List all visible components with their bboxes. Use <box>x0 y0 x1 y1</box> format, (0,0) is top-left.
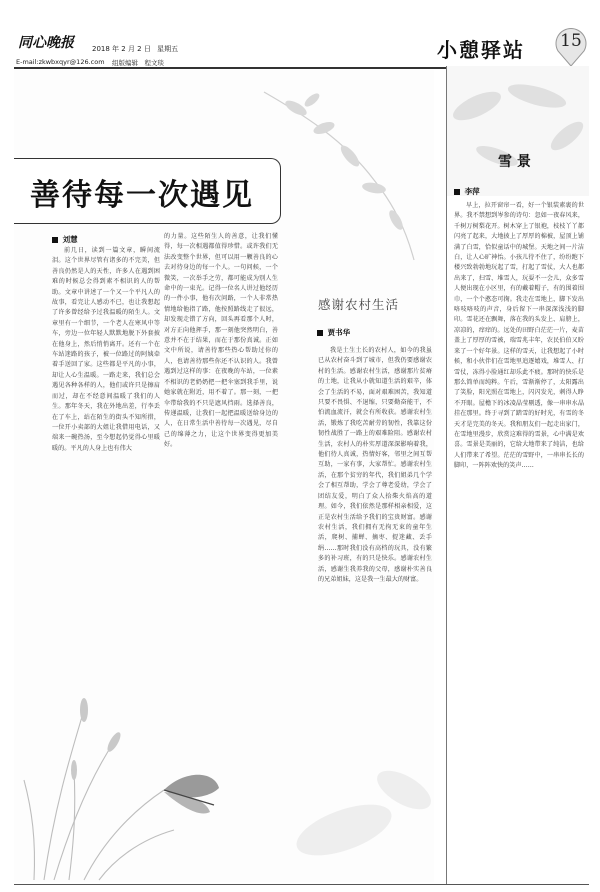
farmer-article-author-name: 贾书华 <box>327 328 351 337</box>
snow-article-title: 雪 景 <box>498 154 531 170</box>
farmer-article-author <box>317 327 350 338</box>
paper-logo <box>18 32 78 52</box>
snow-header-background <box>447 66 589 196</box>
snow-article-author <box>454 186 480 197</box>
main-article-title: 善待每一次遇见 <box>30 178 254 213</box>
section-title: 小憩驿站 <box>437 38 525 62</box>
svg-text:同心晚报: 同心晚报 <box>18 35 74 51</box>
issue-date-text: 2018 年 2 月 2 日 <box>92 45 151 53</box>
snow-article-author-name: 李萍 <box>464 187 480 196</box>
issue-date <box>92 44 178 54</box>
snow-article-body: 早上，拉开窗帘一看，好一个银装素裹的世界。我不禁想到岑参的诗句：忽如一夜春风来，千树万树梨花开。树木穿上了银袍，枝枝丫丫都闪亮了起来，大地披上了厚厚的棉被，屋顶上铺满了白雪，恰似童话中的城堡。天地之间一片洁白，让人心旷神怡。小孩儿待不住了，纷纷跑下楼兴致勃勃地玩起了雪，打起了雪仗，大人也都出来了，扫雪、堆雪人，玩耍不一会儿，众多雪人便出现在小区里，有的戴着帽子，有的围着围巾，一个个憨态可掬。我走在雪地上，脚下发出咯吱咯吱的声音，身后留下一串深深浅浅的脚印。雪花还在飘舞，落在我的头发上、肩膀上，凉凉的，痒痒的。远处的田野白茫茫一片，麦苗盖上了厚厚的雪被，瑞雪兆丰年，农民伯伯又盼来了一个好年景。这样的雪天，让我想起了小时候，和小伙伴们在雪地里追逐嬉戏，堆雪人、打雪仗，冻得小脸通红却乐此不疲。那时的快乐是那么简单而纯粹。午后，雪渐渐停了，太阳露出了笑脸，阳光照在雪地上，闪闪发光，刺得人睁不开眼。屋檐下的冰凌晶莹剔透，像一串串水晶挂在那里。终于寻到了踏雪的好时光，有雪的冬天才是完美的冬天。我和朋友们一起走出家门，在雪地里漫步，欣赏这难得的雪景，心中满是欢喜。雪景是美丽的，它给大地带来了纯洁，也给人们带来了希望。茫茫的雪野中，一串串长长的脚印，一阵阵欢快的笑声…… <box>454 202 584 470</box>
farmer-article-title: 感谢农村生活 <box>318 297 400 312</box>
issue-weekday: 星期五 <box>157 45 179 53</box>
footer-rule <box>14 884 589 885</box>
page-number-badge <box>554 27 588 67</box>
main-article-author <box>52 234 78 245</box>
farmer-article-body: 我是土生土长的农村人，如今的我虽已从农村奋斗到了城市，但我仍要感谢农村的生活。感谢农村生活，感谢那片贫瘠的土地，让我从小就知道生活的艰辛，体会了生活的不易，面对艰难困苦，我知道只要不畏惧、不退缩，只要勤奋能干，不怕流血流汗，就会有所收获。感谢农村生活，锻炼了我吃苦耐劳的韧性，我靠这份韧性战胜了一路上的艰难险阻。感谢农村生活，农村人的朴实厚道深深影响着我，他们待人真诚，热情好客，邻里之间互帮互助，一家有事，大家帮忙。感谢农村生活，在那个贫穷的年代，我们姐弟几个学会了相互帮助，学会了尊老爱幼，学会了团结友爱，明白了众人拾柴火焰高的道理。如今，我们依然是那样相亲相爱，这正是农村生活给予我们的宝贵财富。感谢农村生活，我们拥有无拘无束的童年生活，爬树、捕蝉、摘枣、捉迷藏、丢手绢……那时我们没有高档的玩具，没有繁多的补习班，有的只是快乐。感谢农村生活，感谢生我养我的父母，感谢朴实善良的兄弟姐妹，这是我一生最大的财富。 <box>318 347 432 583</box>
main-article-col1: 前几日，读到一篇文章，瞬间流泪。这个世界尽管有诸多的不完美，但善良仍然是人的天性，许多人在遇到困难的时候总会得到素不相识的人的帮助。文章中讲述了一个又一个平凡人的故事，看完让人感动不已，也让我想起了许多曾经给予过我温暖的陌生人。文章里有一个细节，一个老人在寒风中等车，旁边一位年轻人默默地脱下外套披在他身上，然后悄悄离开。还有一个在车站迷路的孩子，被一位路过的阿姨牵着手送回了家。这些都是平凡的小事，却让人心生温暖。一路走来，我们总会遇见各种各样的人，他们或许只是擦肩而过，却在不经意间温暖了我们的人生。那年冬天，我在外地出差，行李丢在了车上，站在陌生的街头不知所措，一位开小卖部的大姐让我借用电话，又端来一碗热汤，至今想起仍觉得心里暖暖的。平凡的人身上也有伟大 <box>52 247 160 452</box>
main-article-author-name: 刘慧 <box>62 235 78 244</box>
layout-editor: 组版编辑 程文琰 <box>112 59 164 67</box>
snow-decor-illustration <box>447 66 589 196</box>
contact-email: E-mail:zkwbxqyr@126.com <box>16 58 105 66</box>
main-article-col2: 的力量。这些陌生人的善意，让我们懂得，每一次相遇都值得珍惜。或许我们无法改变整个世界，但可以用一颗善良的心去对待身边的每一个人。一句问候，一个微笑，一次举手之劳，都可能成为别人生命中的一束光。记得一位名人讲过他经历的一件小事，他有次问路，一个人非常热情地给他指了路，他按照路线走了很远，却发现走错了方向，回头再看那个人时，对方正向他挥手，那一刻他突然明白，善意并不在于结果，而在于那份真诚。正如文中所说，请善待那些热心帮助过你的人，也请善待那些你还不认识的人。我曾遇到过这样的事：在夜晚的车站，一位素不相识的老奶奶把一把伞塞到我手里，说她家就在附近，用不着了。那一刻，一把伞带给我的不只是遮风挡雨。选择善良，传递温暖，让我们一起把温暖送给身边的人，在日常生活中善待每一次遇见，尽自己的绵薄之力，让这个世界变得更加美好。 <box>164 233 278 449</box>
butterfly-decor <box>164 775 219 814</box>
paper-logo-image <box>18 32 78 52</box>
page-number: 15 <box>560 31 582 51</box>
